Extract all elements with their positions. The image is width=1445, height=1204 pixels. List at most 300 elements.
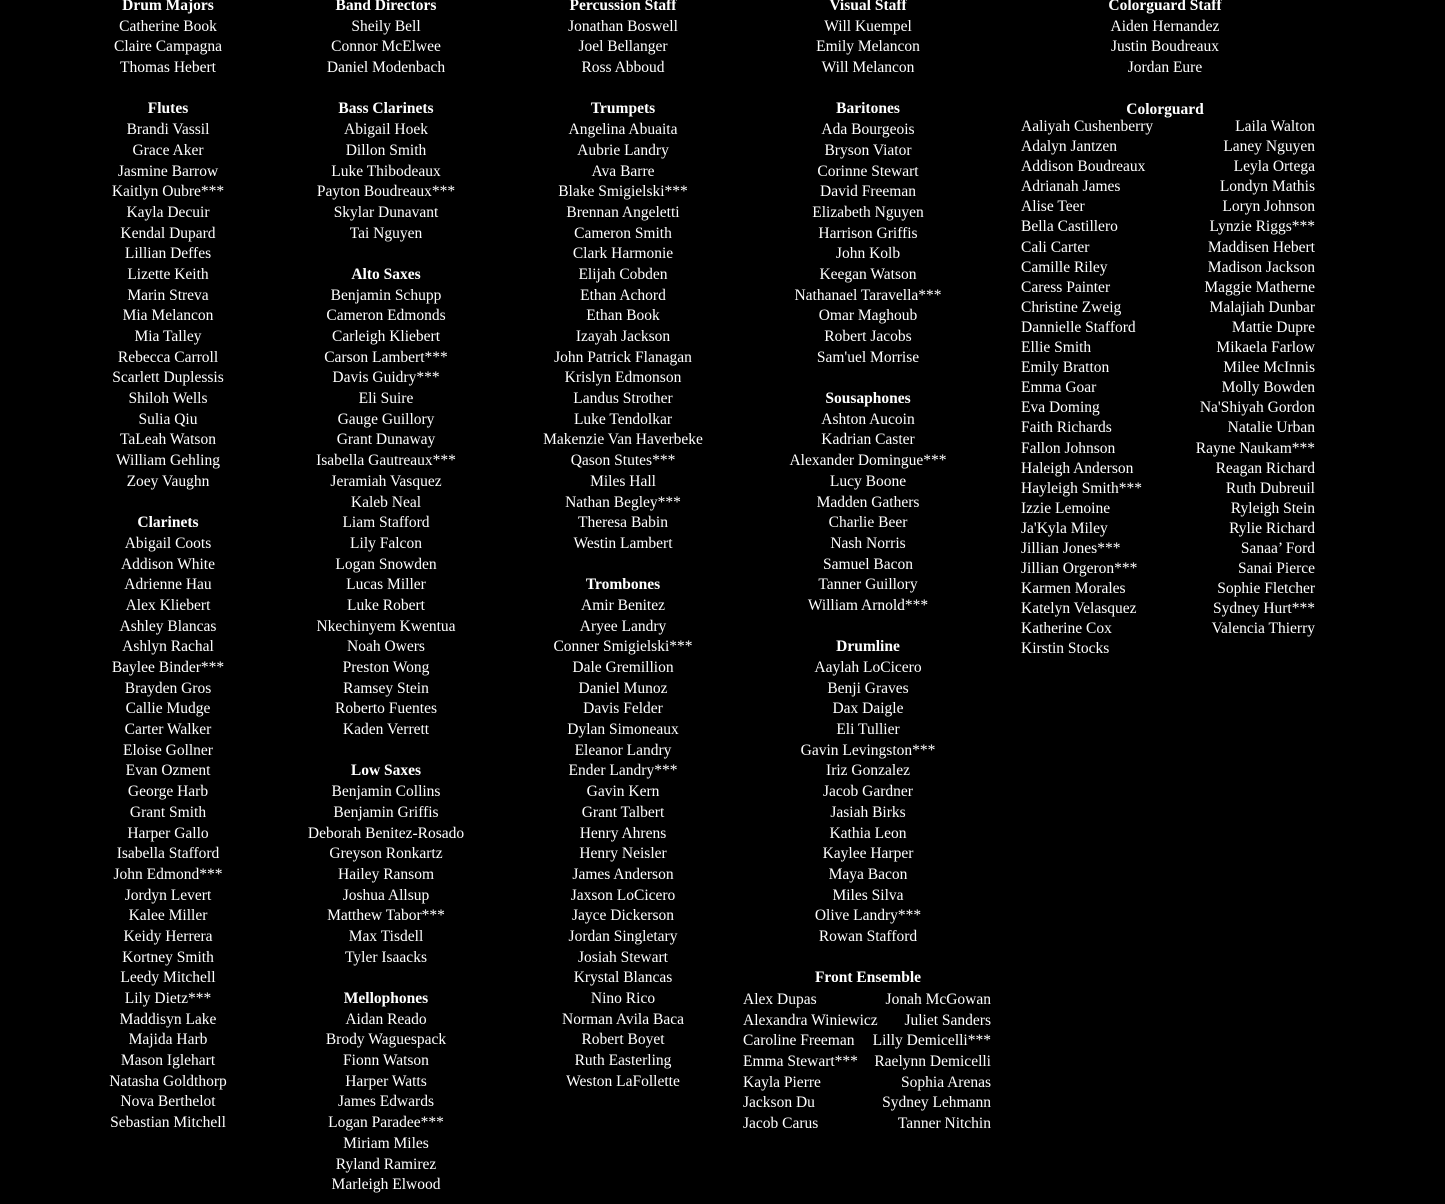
member-name: Ruth Easterling bbox=[574, 1052, 672, 1070]
section-heading: Flutes bbox=[147, 100, 189, 118]
member-name: Kadrian Caster bbox=[821, 431, 915, 449]
member-name: Adrianah James bbox=[1021, 178, 1121, 196]
member-name: Ada Bourgeois bbox=[821, 121, 915, 139]
section-heading: Percussion Staff bbox=[569, 0, 677, 14]
member-name: Daniel Modenbach bbox=[326, 59, 446, 77]
member-name: Rylie Richard bbox=[1229, 519, 1315, 537]
colorguard-row bbox=[1021, 238, 1315, 258]
member-name: Malajiah Dunbar bbox=[1209, 298, 1315, 316]
member-name: Charlie Beer bbox=[828, 514, 908, 532]
colorguard-row bbox=[1021, 559, 1315, 579]
column-1 bbox=[109, 0, 227, 1134]
member-name: Madison Jackson bbox=[1207, 258, 1315, 276]
member-name: Raelynn Demicelli bbox=[874, 1053, 991, 1071]
colorguard-row bbox=[1021, 338, 1315, 358]
member-name: Jasmine Barrow bbox=[117, 162, 219, 180]
member-name: Jackson Du bbox=[743, 1094, 815, 1112]
member-name: Kalee Miller bbox=[128, 907, 208, 925]
section-heading: Mellophones bbox=[343, 990, 429, 1007]
member-name: Adalyn Jantzen bbox=[1021, 138, 1117, 156]
colorguard-row bbox=[1021, 579, 1315, 599]
member-name: Jillian Orgeron*** bbox=[1021, 560, 1138, 578]
member-name: Maddisen Hebert bbox=[1207, 238, 1315, 256]
member-name: Tanner Guillory bbox=[818, 576, 918, 594]
member-name: Ruth Dubreuil bbox=[1225, 479, 1315, 497]
member-name: Benjamin Griffis bbox=[333, 803, 439, 821]
member-name: George Harb bbox=[127, 783, 209, 801]
section-heading: Visual Staff bbox=[829, 0, 907, 14]
member-name: Catherine Book bbox=[119, 17, 217, 35]
member-name: Shiloh Wells bbox=[128, 390, 208, 408]
member-name: Maya Bacon bbox=[828, 865, 908, 883]
member-name: Miles Hall bbox=[590, 472, 656, 490]
member-name: Ashley Blancas bbox=[119, 617, 217, 635]
member-name: Makenzie Van Haverbeke bbox=[543, 431, 703, 449]
colorguard-staff-section bbox=[1108, 0, 1221, 79]
member-name: Henry Neisler bbox=[579, 845, 667, 863]
member-name: Jacob Gardner bbox=[823, 783, 913, 801]
member-name: Laila Walton bbox=[1235, 118, 1315, 135]
front-ensemble-row bbox=[743, 1093, 991, 1114]
member-name: James Anderson bbox=[572, 865, 674, 883]
member-name: Weston LaFollette bbox=[566, 1072, 680, 1090]
member-name: Londyn Mathis bbox=[1219, 178, 1315, 196]
member-name: Carleigh Kliebert bbox=[331, 328, 441, 345]
member-name: Gavin Levingston*** bbox=[800, 741, 936, 759]
member-name: Nathanael Taravella*** bbox=[794, 286, 942, 304]
member-name: Benjamin Collins bbox=[331, 783, 441, 801]
member-name: Ava Barre bbox=[591, 162, 655, 180]
member-name: Nova Berthelot bbox=[120, 1093, 216, 1111]
colorguard-row bbox=[1021, 318, 1315, 338]
member-name: Olive Landry*** bbox=[814, 907, 922, 925]
member-name: Addison White bbox=[120, 555, 215, 573]
member-name: Noah Owers bbox=[347, 638, 425, 656]
colorguard-row bbox=[1021, 258, 1315, 278]
colorguard-row bbox=[1021, 378, 1315, 398]
member-name: Lily Falcon bbox=[350, 534, 422, 552]
member-name: Ja'Kyla Miley bbox=[1021, 519, 1108, 537]
member-name: Milee McInnis bbox=[1223, 359, 1315, 377]
member-name: Harper Gallo bbox=[127, 824, 209, 842]
member-name: Ethan Achord bbox=[580, 286, 666, 304]
member-name: Benji Graves bbox=[827, 679, 909, 697]
column-4 bbox=[789, 0, 946, 989]
member-name: Abigail Coots bbox=[124, 534, 212, 552]
member-name: Qason Stutes*** bbox=[570, 452, 676, 470]
member-name: Miles Silva bbox=[832, 886, 904, 904]
member-name: Dylan Simoneaux bbox=[567, 721, 679, 739]
member-name: Kendal Dupard bbox=[120, 224, 216, 242]
member-name: Juliet Sanders bbox=[904, 1011, 991, 1029]
member-name: Grant Talbert bbox=[581, 803, 665, 821]
colorguard-row bbox=[1021, 539, 1315, 559]
member-name: Haleigh Anderson bbox=[1021, 459, 1134, 477]
member-name: Lilly Demicelli*** bbox=[872, 1032, 991, 1050]
colorguard-row bbox=[1021, 639, 1315, 659]
member-name: Daniel Munoz bbox=[578, 679, 668, 697]
member-name: Elijah Cobden bbox=[578, 265, 668, 283]
colorguard-row bbox=[1021, 117, 1315, 137]
member-name: Lucas Miller bbox=[346, 576, 426, 594]
member-name: Maggie Matherne bbox=[1204, 278, 1315, 296]
section-heading: Trombones bbox=[585, 576, 661, 594]
member-name: Caress Painter bbox=[1021, 278, 1111, 296]
member-name: Maddisyn Lake bbox=[119, 1010, 217, 1028]
member-name: Eli Tullier bbox=[836, 721, 900, 739]
member-name: John Patrick Flanagan bbox=[554, 348, 692, 366]
member-name: Dillon Smith bbox=[345, 141, 427, 159]
member-name: Luke Robert bbox=[347, 596, 425, 614]
member-name: Leyla Ortega bbox=[1233, 158, 1315, 176]
member-name: Reagan Richard bbox=[1215, 459, 1315, 477]
front-ensemble-row bbox=[743, 1011, 991, 1032]
member-name: Marin Streva bbox=[127, 286, 209, 304]
section-heading: Baritones bbox=[836, 100, 900, 118]
member-name: Ender Landry*** bbox=[568, 762, 678, 780]
member-name: Cameron Edmonds bbox=[326, 307, 446, 325]
member-name: Dannielle Stafford bbox=[1021, 318, 1136, 336]
member-name: Gauge Guillory bbox=[337, 410, 435, 428]
member-name: Jeramiah Vasquez bbox=[330, 472, 442, 490]
member-name: Luke Tendolkar bbox=[573, 410, 673, 428]
member-name: Adrienne Hau bbox=[124, 576, 212, 594]
member-name: Caroline Freeman bbox=[743, 1032, 855, 1050]
member-name: Brody Waguespack bbox=[325, 1031, 447, 1049]
member-name: Ashlyn Rachal bbox=[122, 638, 214, 656]
member-name: William Gehling bbox=[116, 452, 220, 470]
member-name: Emma Goar bbox=[1021, 379, 1097, 397]
member-name: David Freeman bbox=[820, 183, 916, 201]
member-name: Alise Teer bbox=[1021, 198, 1085, 216]
member-name: Mason Iglehart bbox=[120, 1052, 216, 1070]
member-name: Jacob Carus bbox=[743, 1115, 819, 1133]
member-name: Jordan Eure bbox=[1127, 59, 1203, 77]
member-name: Mia Talley bbox=[134, 328, 202, 345]
member-name: Greyson Ronkartz bbox=[329, 845, 443, 863]
front-ensemble-row bbox=[743, 1052, 991, 1073]
member-name: Ryleigh Stein bbox=[1230, 499, 1315, 517]
member-name: Max Tisdell bbox=[348, 927, 424, 945]
member-name: Conner Smigielski*** bbox=[553, 638, 693, 656]
member-name: Robert Jacobs bbox=[824, 328, 912, 345]
member-name: Camille Riley bbox=[1021, 258, 1108, 276]
member-name: Marleigh Elwood bbox=[331, 1176, 441, 1194]
member-name: Brennan Angeletti bbox=[566, 203, 680, 221]
member-name: Natasha Goldthorp bbox=[109, 1072, 227, 1090]
member-name: Thomas Hebert bbox=[120, 59, 216, 77]
member-name: Kayla Pierre bbox=[743, 1073, 821, 1091]
member-name: Katelyn Velasquez bbox=[1021, 600, 1137, 618]
member-name: Jordan Singletary bbox=[568, 927, 678, 945]
member-name: Aaylah LoCicero bbox=[814, 659, 922, 676]
colorguard-row bbox=[1021, 619, 1315, 639]
member-name: Addison Boudreaux bbox=[1021, 158, 1146, 176]
member-name: Sebastian Mitchell bbox=[110, 1114, 226, 1132]
member-name: Hayleigh Smith*** bbox=[1021, 479, 1142, 497]
member-name: Laney Nguyen bbox=[1223, 138, 1315, 156]
member-name: Aubrie Landry bbox=[577, 141, 669, 159]
member-name: Nkechinyem Kwentua bbox=[316, 617, 456, 635]
member-name: Tyler Isaacks bbox=[345, 948, 427, 966]
front-ensemble-row bbox=[743, 1031, 991, 1052]
member-name: Sanaa’ Ford bbox=[1240, 539, 1315, 557]
member-name: Miriam Miles bbox=[343, 1134, 429, 1152]
member-name: Will Kuempel bbox=[824, 17, 912, 35]
member-name: Eva Doming bbox=[1021, 399, 1100, 417]
member-name: Leedy Mitchell bbox=[120, 969, 216, 987]
member-name: Rowan Stafford bbox=[818, 927, 918, 945]
member-name: Alex Kliebert bbox=[125, 596, 211, 614]
member-name: Joel Bellanger bbox=[578, 38, 668, 56]
member-name: Izayah Jackson bbox=[575, 328, 671, 345]
member-name: Aiden Hernandez bbox=[1110, 17, 1220, 35]
member-name: William Arnold*** bbox=[807, 596, 929, 614]
member-name: Nash Norris bbox=[830, 534, 906, 552]
member-name: Theresa Babin bbox=[578, 514, 668, 532]
member-name: Sanai Pierce bbox=[1237, 560, 1315, 578]
member-name: Abigail Hoek bbox=[344, 121, 428, 139]
member-name: Eleanor Landry bbox=[574, 741, 672, 759]
member-name: Luke Thibodeaux bbox=[331, 162, 441, 180]
member-name: Matthew Tabor*** bbox=[327, 907, 445, 925]
member-name: Krystal Blancas bbox=[573, 969, 673, 987]
member-name: Logan Paradee*** bbox=[328, 1114, 444, 1132]
member-name: Sophie Fletcher bbox=[1217, 580, 1315, 598]
member-name: Rebecca Carroll bbox=[117, 348, 219, 366]
member-name: Amir Benitez bbox=[581, 596, 665, 614]
member-name: Henry Ahrens bbox=[579, 824, 667, 842]
member-name: Valencia Thierry bbox=[1211, 620, 1315, 638]
member-name: Iriz Gonzalez bbox=[826, 762, 910, 780]
colorguard-row bbox=[1021, 499, 1315, 519]
member-name: Carter Walker bbox=[124, 721, 212, 739]
member-name: Nathan Begley*** bbox=[565, 493, 681, 511]
member-name: Katherine Cox bbox=[1021, 620, 1112, 638]
colorguard-row bbox=[1021, 418, 1315, 438]
member-name: Brandi Vassil bbox=[126, 121, 210, 139]
member-name: Callie Mudge bbox=[125, 700, 211, 718]
colorguard-row bbox=[1021, 358, 1315, 378]
member-name: Keidy Herrera bbox=[123, 927, 213, 945]
member-name: Majida Harb bbox=[128, 1031, 208, 1049]
member-name: Eloise Gollner bbox=[123, 741, 213, 759]
member-name: Carson Lambert*** bbox=[324, 348, 448, 366]
member-name: Ross Abboud bbox=[581, 59, 665, 77]
front-ensemble-row bbox=[743, 1073, 991, 1094]
section-heading: Front Ensemble bbox=[814, 969, 922, 987]
member-name: Keegan Watson bbox=[819, 265, 917, 283]
member-name: Jonathan Boswell bbox=[568, 17, 678, 35]
member-name: Ashton Aucoin bbox=[821, 410, 915, 428]
member-name: Aryee Landry bbox=[579, 617, 667, 635]
member-name: Harper Watts bbox=[345, 1072, 427, 1090]
member-name: Alex Dupas bbox=[743, 991, 817, 1008]
member-name: Nino Rico bbox=[590, 990, 656, 1007]
colorguard-row bbox=[1021, 177, 1315, 197]
member-name: Benjamin Schupp bbox=[330, 286, 442, 304]
member-name: Kaylee Harper bbox=[822, 845, 914, 863]
member-name: Robert Boyet bbox=[581, 1031, 665, 1049]
colorguard-row bbox=[1021, 217, 1315, 237]
member-name: Josiah Stewart bbox=[578, 948, 668, 966]
member-name: Mia Melancon bbox=[122, 307, 214, 325]
member-name: Lucy Boone bbox=[829, 472, 907, 490]
member-name: Jonah McGowan bbox=[885, 991, 991, 1008]
member-name: Izzie Lemoine bbox=[1021, 499, 1111, 517]
member-name: Madden Gathers bbox=[816, 493, 920, 511]
colorguard-row bbox=[1021, 439, 1315, 459]
member-name: Isabella Gautreaux*** bbox=[316, 452, 456, 470]
member-name: Deborah Benitez-Rosado bbox=[307, 824, 465, 842]
colorguard-row bbox=[1021, 398, 1315, 418]
colorguard-row bbox=[1021, 479, 1315, 499]
member-name: Grace Aker bbox=[132, 141, 204, 159]
member-name: Ethan Book bbox=[586, 307, 660, 325]
member-name: Grant Dunaway bbox=[336, 431, 436, 449]
section-heading: Sousaphones bbox=[825, 390, 911, 408]
member-name: Dale Gremillion bbox=[572, 659, 674, 676]
member-name: Dax Daigle bbox=[832, 700, 904, 718]
member-name: Karmen Morales bbox=[1021, 580, 1126, 598]
member-name: Liam Stafford bbox=[342, 514, 430, 532]
member-name: Sophia Arenas bbox=[901, 1073, 991, 1091]
member-name: Alexander Domingue*** bbox=[789, 452, 947, 470]
member-name: Tanner Nitchin bbox=[897, 1115, 991, 1133]
member-name: Sulia Qiu bbox=[138, 410, 198, 428]
member-name: Claire Campagna bbox=[113, 38, 223, 56]
member-name: Fallon Johnson bbox=[1021, 439, 1116, 457]
member-name: Kathia Leon bbox=[829, 824, 907, 842]
member-name: Cali Carter bbox=[1021, 238, 1090, 256]
member-name: Kayla Decuir bbox=[126, 203, 210, 221]
section-heading: Alto Saxes bbox=[351, 265, 421, 283]
member-name: Jaxson LoCicero bbox=[570, 886, 676, 904]
colorguard-row bbox=[1021, 459, 1315, 479]
member-name: Grant Smith bbox=[129, 803, 207, 821]
colorguard-list bbox=[1021, 117, 1315, 660]
member-name: Davis Guidry*** bbox=[332, 369, 440, 387]
member-name: Mattie Dupre bbox=[1231, 318, 1315, 336]
colorguard-row bbox=[1021, 599, 1315, 619]
member-name: Justin Boudreaux bbox=[1110, 38, 1220, 56]
member-name: Sydney Lehmann bbox=[882, 1094, 991, 1112]
member-name: Brayden Gros bbox=[124, 679, 212, 697]
member-name: Westin Lambert bbox=[573, 534, 673, 552]
member-name: Lynzie Riggs*** bbox=[1209, 218, 1315, 236]
member-name: Kaitlyn Oubre*** bbox=[111, 183, 225, 201]
colorguard-row bbox=[1021, 298, 1315, 318]
section-heading: Band Directors bbox=[335, 0, 437, 14]
member-name: Omar Maghoub bbox=[818, 307, 918, 325]
member-name: Tai Nguyen bbox=[349, 224, 423, 242]
member-name: Ellie Smith bbox=[1021, 339, 1092, 357]
section-heading: Colorguard Staff bbox=[1108, 0, 1222, 14]
member-name: Corinne Stewart bbox=[817, 162, 919, 180]
member-name: Bella Castillero bbox=[1021, 218, 1118, 236]
member-name: Elizabeth Nguyen bbox=[812, 203, 924, 221]
member-name: Kortney Smith bbox=[122, 948, 214, 966]
section-heading: Low Saxes bbox=[350, 762, 422, 780]
section-heading: Drum Majors bbox=[122, 0, 214, 14]
member-name: Jasiah Birks bbox=[830, 803, 906, 821]
member-name: Eli Suire bbox=[358, 390, 414, 408]
member-name: Landus Strother bbox=[573, 390, 673, 408]
member-name: Logan Snowden bbox=[335, 555, 437, 573]
front-ensemble-row bbox=[743, 1114, 991, 1135]
member-name: Blake Smigielski*** bbox=[558, 183, 688, 201]
member-name: Cameron Smith bbox=[574, 224, 672, 242]
member-name: Natalie Urban bbox=[1227, 419, 1315, 437]
member-name: Loryn Johnson bbox=[1222, 198, 1315, 216]
member-name: Joshua Allsup bbox=[342, 886, 430, 904]
member-name: Kaleb Neal bbox=[350, 493, 422, 511]
member-name: Isabella Stafford bbox=[116, 845, 220, 863]
member-name: Christine Zweig bbox=[1021, 298, 1122, 316]
member-name: Sam'uel Morrise bbox=[816, 348, 920, 366]
member-name: Clark Harmonie bbox=[572, 245, 674, 263]
colorguard-heading: Colorguard bbox=[1126, 101, 1204, 118]
member-name: Norman Avila Baca bbox=[562, 1010, 684, 1028]
member-name: Sheily Bell bbox=[351, 17, 421, 35]
member-name: Molly Bowden bbox=[1221, 379, 1315, 397]
section-heading: Trumpets bbox=[590, 100, 656, 118]
front-ensemble-row bbox=[743, 990, 991, 1011]
member-name: Davis Felder bbox=[583, 700, 663, 718]
member-name: Aaliyah Cushenberry bbox=[1021, 118, 1154, 135]
column-3 bbox=[543, 0, 703, 1092]
member-name: Gavin Kern bbox=[586, 783, 660, 801]
member-name: Zoey Vaughn bbox=[126, 472, 210, 490]
section-heading: Drumline bbox=[836, 638, 900, 656]
member-name: Emma Stewart*** bbox=[743, 1053, 858, 1071]
member-name: Jayce Dickerson bbox=[572, 907, 674, 925]
member-name: Samuel Bacon bbox=[823, 555, 913, 573]
member-name: Lillian Deffes bbox=[124, 245, 212, 263]
front-ensemble-list bbox=[743, 990, 991, 1135]
member-name: TaLeah Watson bbox=[120, 431, 216, 449]
member-name: Rayne Naukam*** bbox=[1195, 439, 1315, 457]
member-name: Hailey Ransom bbox=[338, 865, 434, 883]
member-name: Emily Bratton bbox=[1021, 359, 1110, 377]
member-name: Kirstin Stocks bbox=[1021, 640, 1110, 658]
member-name: Roberto Fuentes bbox=[334, 700, 438, 718]
member-name: Jillian Jones*** bbox=[1021, 539, 1121, 557]
member-name: Na'Shiyah Gordon bbox=[1199, 399, 1315, 417]
member-name: Angelina Abuaita bbox=[568, 121, 678, 139]
section-heading: Clarinets bbox=[137, 514, 199, 532]
member-name: Emily Melancon bbox=[816, 38, 920, 56]
member-name: Sydney Hurt*** bbox=[1212, 600, 1315, 618]
member-name: Lizette Keith bbox=[127, 265, 209, 283]
member-name: Ramsey Stein bbox=[343, 679, 429, 697]
member-name: Evan Ozment bbox=[125, 762, 211, 780]
member-name: Jordyn Levert bbox=[124, 886, 212, 904]
member-name: Preston Wong bbox=[342, 659, 430, 676]
member-name: Harrison Griffis bbox=[818, 224, 918, 242]
section-heading: Bass Clarinets bbox=[338, 100, 434, 118]
member-name: Kaden Verrett bbox=[342, 721, 430, 739]
member-name: Bryson Viator bbox=[824, 141, 912, 159]
member-name: James Edwards bbox=[338, 1093, 434, 1111]
colorguard-row bbox=[1021, 519, 1315, 539]
member-name: Mikaela Farlow bbox=[1216, 339, 1315, 357]
member-name: Scarlett Duplessis bbox=[112, 369, 224, 387]
member-name: Connor McElwee bbox=[331, 38, 441, 56]
member-name: Alexandra Winiewicz bbox=[743, 1011, 878, 1029]
member-name: John Kolb bbox=[835, 245, 901, 263]
colorguard-row bbox=[1021, 197, 1315, 217]
